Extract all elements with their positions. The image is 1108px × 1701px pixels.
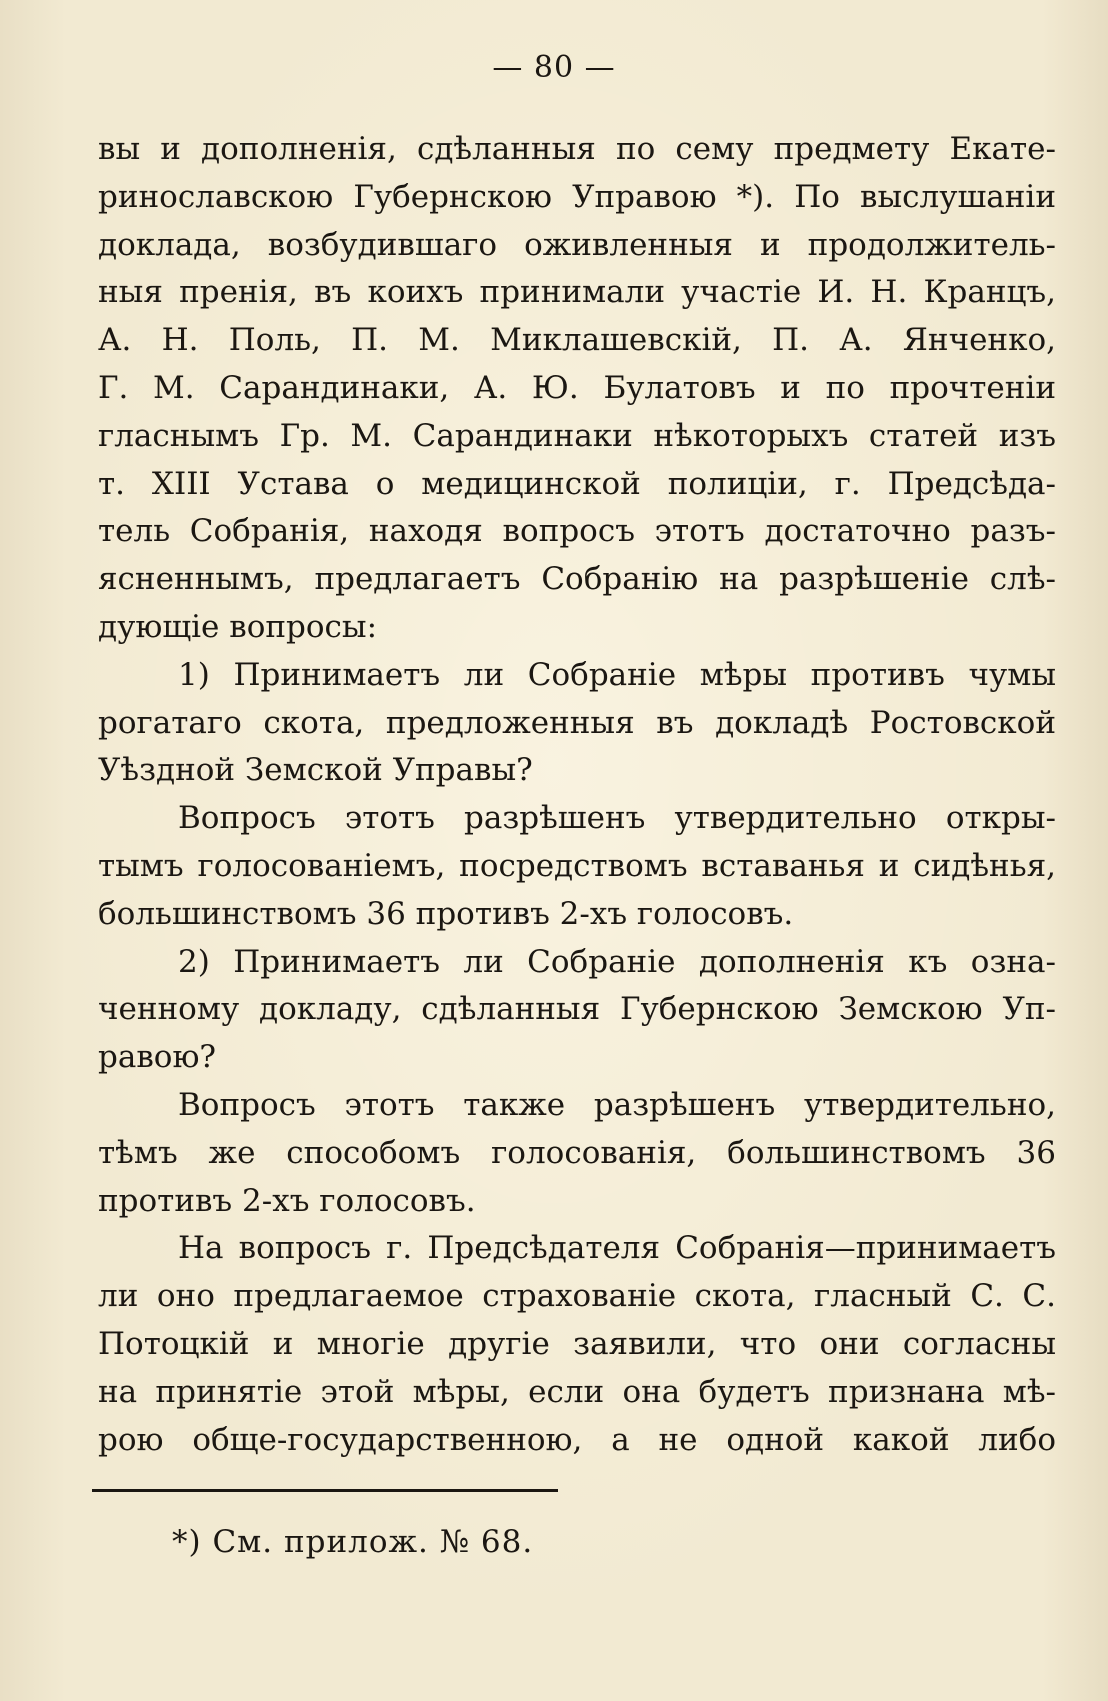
text-line: дующіе вопросы: [98,608,378,645]
text-line: ринославскою Губернскою Управою *). По выслушаніи [98,178,1056,215]
text-line: тымъ голосованіемъ, посредствомъ вставанья и сидѣнья, [98,847,1056,884]
text-line: гласнымъ Гр. М. Сарандинаки нѣкоторыхъ статей изъ [98,417,1056,454]
text-line: Г. М. Сарандинаки, А. Ю. Булатовъ и по прочтеніи [98,369,1056,406]
text-line: тѣмъ же способомъ голосованія, большинствомъ 36 [98,1134,1056,1171]
text-line: Уѣздной Земской Управы? [98,752,533,789]
body-text [98,126,1056,1464]
text-line: ли оно предлагаемое страхованіе скота, гласный С. С. [98,1278,1056,1315]
text-line: большинствомъ 36 противъ 2-хъ голосовъ. [98,895,794,932]
text-line: ныя пренія, въ коихъ принимали участіе И. Н. Кранцъ, [98,274,1056,311]
text-line: т. XIII Устава о медицинской полиціи, г. Предсѣда- [98,465,1056,502]
text-line: Вопросъ этотъ разрѣшенъ утвердительно откры- [178,800,1056,837]
text-line: Вопросъ этотъ также разрѣшенъ утвердительно, [178,1086,1056,1123]
text-line: равою? [98,1039,217,1076]
text-line: тель Собранія, находя вопросъ этотъ достаточно разъ- [98,513,1056,550]
text-line: Потоцкій и многіе другіе заявили, что они согласны [98,1325,1056,1362]
footnote-rule [92,1489,558,1492]
page-number: — 80 — [492,50,616,85]
text-line: противъ 2-хъ голосовъ. [98,1182,476,1219]
text-line: ченному докладу, сдѣланныя Губернскою Земскою Уп- [98,991,1056,1028]
text-line: вы и дополненія, сдѣланныя по сему предмету Екате- [98,131,1056,167]
footnote: *) См. прилож. № 68. [172,1524,534,1560]
text-line: 1) Принимаетъ ли Собраніе мѣры противъ чумы [178,656,1056,693]
text-line: ясненнымъ, предлагаетъ Собранію на разрѣшеніе слѣ- [98,561,1056,598]
text-line: рою обще-государственною, а не одной какой либо [98,1421,1056,1458]
text-line: рогатаго скота, предложенныя въ докладѣ Ростовской [98,704,1056,741]
text-line: доклада, возбудившаго оживленныя и продолжитель- [98,226,1056,263]
text-line: на принятіе этой мѣры, если она будетъ признана мѣ- [98,1373,1056,1410]
text-line: На вопросъ г. Предсѣдателя Собранія—принимаетъ [178,1230,1056,1267]
text-line: А. Н. Поль, П. М. Миклашевскій, П. А. Янченко, [98,322,1056,359]
text-line: 2) Принимаетъ ли Собраніе дополненія къ озна- [178,943,1056,980]
